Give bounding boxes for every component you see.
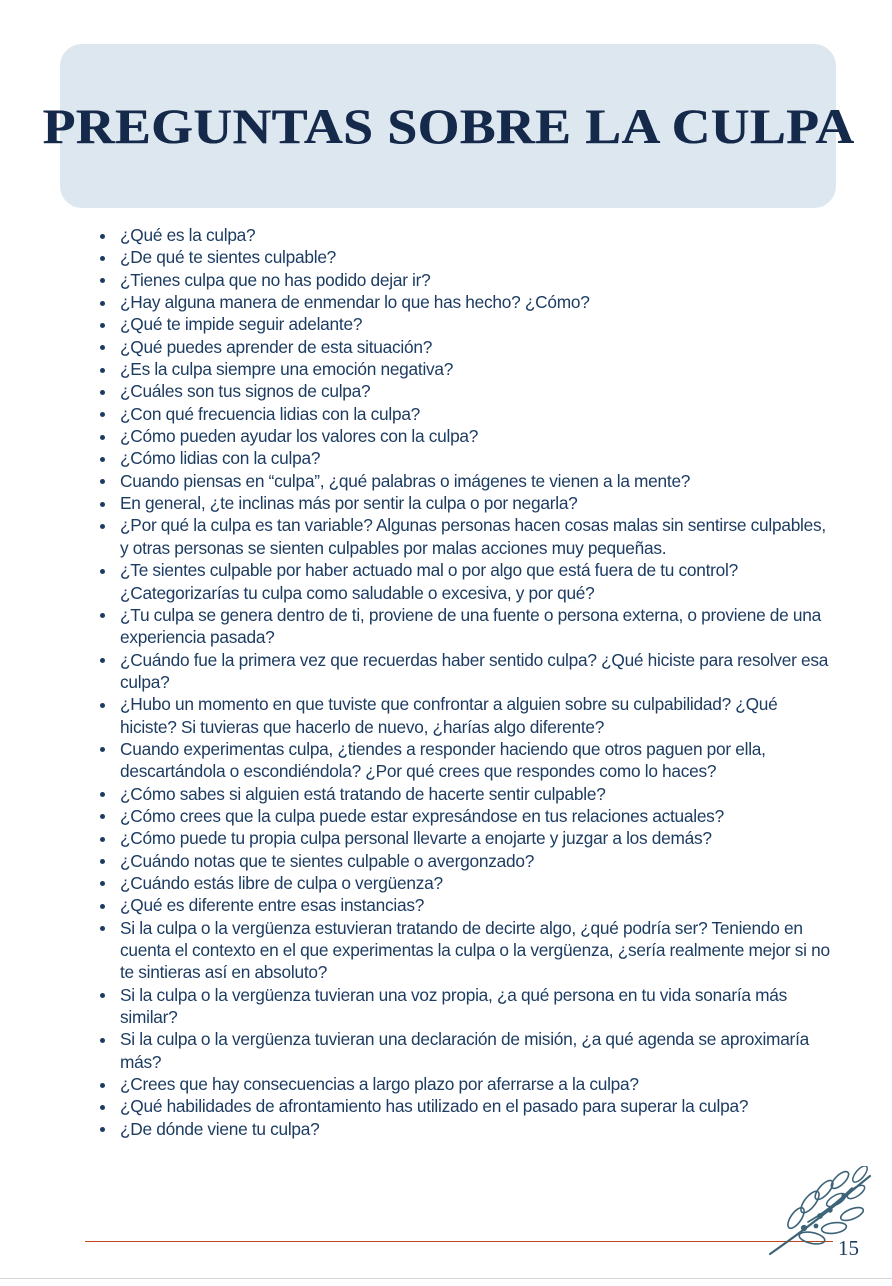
question-item: ¿De dónde viene tu culpa? bbox=[85, 1118, 833, 1140]
question-item: En general, ¿te inclinas más por sentir la culpa o por negarla? bbox=[85, 492, 833, 514]
question-item: ¿Qué puedes aprender de esta situación? bbox=[85, 336, 833, 358]
question-item: ¿Cómo puede tu propia culpa personal llevarte a enojarte y juzgar a los demás? bbox=[85, 827, 833, 849]
footer-divider bbox=[85, 1241, 833, 1242]
question-item: ¿Te sientes culpable por haber actuado mal o por algo que está fuera de tu control? ¿Categorizarías tu culpa como saludable o excesiva, y por qué? bbox=[85, 559, 833, 604]
question-list bbox=[85, 224, 833, 1140]
question-item: ¿Cómo pueden ayudar los valores con la culpa? bbox=[85, 425, 833, 447]
question-item: ¿Tu culpa se genera dentro de ti, proviene de una fuente o persona externa, o proviene de una experiencia pasada? bbox=[85, 604, 833, 649]
question-item: ¿Qué habilidades de afrontamiento has utilizado en el pasado para superar la culpa? bbox=[85, 1095, 833, 1117]
page-title: PREGUNTAS SOBRE LA CULPA bbox=[42, 98, 854, 154]
question-item: Cuando piensas en “culpa”, ¿qué palabras o imágenes te vienen a la mente? bbox=[85, 470, 833, 492]
question-item: ¿Hubo un momento en que tuviste que confrontar a alguien sobre su culpabilidad? ¿Qué hiciste? Si tuvieras que hacerlo de nuevo, ¿harías algo diferente? bbox=[85, 693, 833, 738]
question-item: ¿Qué te impide seguir adelante? bbox=[85, 313, 833, 335]
title-banner bbox=[42, 44, 854, 208]
question-item: Cuando experimentas culpa, ¿tiendes a responder haciendo que otros paguen por ella, descartándola o escondiéndola? ¿Por qué crees que respondes como lo haces? bbox=[85, 738, 833, 783]
question-item: ¿Qué es la culpa? bbox=[85, 224, 833, 246]
question-item: ¿De qué te sientes culpable? bbox=[85, 246, 833, 268]
question-item: ¿Es la culpa siempre una emoción negativa? bbox=[85, 358, 833, 380]
question-item: ¿Cuáles son tus signos de culpa? bbox=[85, 380, 833, 402]
question-item: ¿Cómo sabes si alguien está tratando de hacerte sentir culpable? bbox=[85, 783, 833, 805]
question-item: ¿Crees que hay consecuencias a largo plazo por aferrarse a la culpa? bbox=[85, 1073, 833, 1095]
question-item: ¿Hay alguna manera de enmendar lo que has hecho? ¿Cómo? bbox=[85, 291, 833, 313]
question-item: ¿Cuándo estás libre de culpa o vergüenza? bbox=[85, 872, 833, 894]
question-item: Si la culpa o la vergüenza tuvieran una voz propia, ¿a qué persona en tu vida sonaría más similar? bbox=[85, 984, 833, 1029]
question-item: ¿Cómo lidias con la culpa? bbox=[85, 447, 833, 469]
question-item: ¿Por qué la culpa es tan variable? Algunas personas hacen cosas malas sin sentirse culpables, y otras personas se sienten culpables por malas acciones muy pequeñas. bbox=[85, 514, 833, 559]
question-item: Si la culpa o la vergüenza tuvieran una declaración de misión, ¿a qué agenda se aproximaría más? bbox=[85, 1028, 833, 1073]
olive-branch-icon bbox=[764, 1166, 876, 1258]
question-item: ¿Tienes culpa que no has podido dejar ir? bbox=[85, 269, 833, 291]
page-edge-divider bbox=[0, 1278, 892, 1279]
question-item: ¿Cuándo notas que te sientes culpable o avergonzado? bbox=[85, 850, 833, 872]
question-item: ¿Cómo crees que la culpa puede estar expresándose en tus relaciones actuales? bbox=[85, 805, 833, 827]
question-item: ¿Con qué frecuencia lidias con la culpa? bbox=[85, 403, 833, 425]
question-item: ¿Cuándo fue la primera vez que recuerdas haber sentido culpa? ¿Qué hiciste para resolver esa culpa? bbox=[85, 649, 833, 694]
question-item: ¿Qué es diferente entre esas instancias? bbox=[85, 894, 833, 916]
page-number: 15 bbox=[838, 1236, 859, 1260]
question-item: Si la culpa o la vergüenza estuvieran tratando de decirte algo, ¿qué podría ser? Teniendo en cuenta el contexto en el que experimentas la culpa o la vergüenza, ¿sería realmente mejor si no te sintieras así en absoluto? bbox=[85, 917, 833, 984]
